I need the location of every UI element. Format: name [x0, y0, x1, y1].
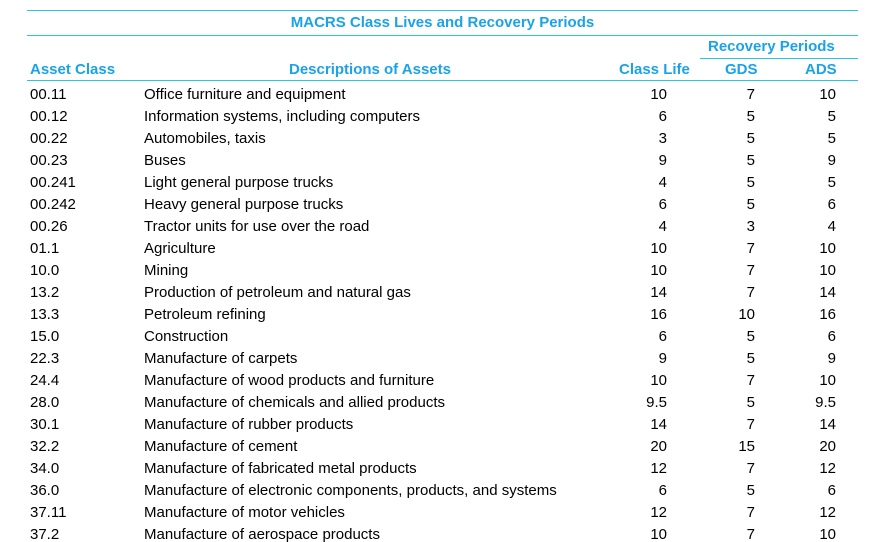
asset-class-cell: 30.1 — [30, 416, 60, 433]
class-life-cell: 10 — [650, 262, 667, 279]
class-life-cell: 10 — [650, 372, 667, 389]
class-life-header: Class Life — [619, 61, 690, 78]
description-cell: Manufacture of chemicals and allied products — [144, 394, 445, 411]
asset-class-cell: 32.2 — [30, 438, 60, 455]
recovery-periods-rule — [700, 58, 858, 59]
class-life-cell: 14 — [650, 416, 667, 433]
class-life-cell: 16 — [650, 306, 667, 323]
recovery-periods-header: Recovery Periods — [708, 38, 835, 55]
table-body — [0, 84, 870, 542]
asset-class-cell: 10.0 — [30, 262, 60, 279]
asset-class-cell: 00.26 — [30, 218, 68, 235]
description-cell: Manufacture of rubber products — [144, 416, 354, 433]
table-row — [0, 524, 870, 542]
table-row — [0, 172, 870, 194]
gds-cell: 5 — [746, 350, 755, 367]
table-title: MACRS Class Lives and Recovery Periods — [290, 14, 595, 31]
description-cell: Mining — [144, 262, 189, 279]
class-life-cell: 6 — [658, 196, 667, 213]
table-row — [0, 392, 870, 414]
gds-cell: 5 — [746, 328, 755, 345]
table-row — [0, 348, 870, 370]
asset-class-cell: 00.241 — [30, 174, 76, 191]
gds-cell: 5 — [746, 174, 755, 191]
asset-class-cell: 34.0 — [30, 460, 60, 477]
gds-cell: 7 — [746, 240, 755, 257]
description-cell: Heavy general purpose trucks — [144, 196, 344, 213]
table-row — [0, 370, 870, 392]
ads-cell: 14 — [819, 416, 836, 433]
class-life-cell: 20 — [650, 438, 667, 455]
ads-cell: 9 — [827, 152, 836, 169]
gds-cell: 3 — [746, 218, 755, 235]
description-cell: Manufacture of motor vehicles — [144, 504, 345, 521]
description-header: Descriptions of Assets — [289, 61, 451, 78]
gds-cell: 7 — [746, 416, 755, 433]
table-row — [0, 458, 870, 480]
table-row — [0, 414, 870, 436]
ads-cell: 5 — [827, 174, 836, 191]
gds-cell: 5 — [746, 482, 755, 499]
asset-class-cell: 37.11 — [30, 504, 67, 521]
asset-class-cell: 36.0 — [30, 482, 60, 499]
table-row — [0, 106, 870, 128]
ads-cell: 10 — [819, 86, 836, 103]
ads-cell: 6 — [827, 328, 836, 345]
asset-class-cell: 00.242 — [30, 196, 76, 213]
class-life-cell: 6 — [658, 108, 667, 125]
ads-cell: 5 — [827, 130, 836, 147]
gds-cell: 7 — [746, 504, 755, 521]
class-life-cell: 9 — [658, 350, 667, 367]
ads-header: ADS — [805, 61, 837, 78]
ads-cell: 10 — [819, 262, 836, 279]
description-cell: Tractor units for use over the road — [144, 218, 370, 235]
table-row — [0, 480, 870, 502]
asset-class-cell: 13.2 — [30, 284, 60, 301]
gds-cell: 7 — [746, 262, 755, 279]
gds-cell: 7 — [746, 460, 755, 477]
description-cell: Construction — [144, 328, 229, 345]
gds-cell: 5 — [746, 196, 755, 213]
description-cell: Buses — [144, 152, 186, 169]
description-cell: Petroleum refining — [144, 306, 266, 323]
table-row — [0, 128, 870, 150]
table-row — [0, 150, 870, 172]
asset-class-cell: 00.11 — [30, 86, 67, 103]
top-rule — [27, 10, 858, 11]
gds-cell: 5 — [746, 394, 755, 411]
ads-cell: 6 — [827, 482, 836, 499]
description-cell: Light general purpose trucks — [144, 174, 334, 191]
ads-cell: 20 — [819, 438, 836, 455]
table-row — [0, 326, 870, 348]
asset-class-cell: 01.1 — [30, 240, 60, 257]
ads-cell: 10 — [819, 240, 836, 257]
ads-cell: 16 — [819, 306, 836, 323]
class-life-cell: 10 — [650, 86, 667, 103]
ads-cell: 6 — [827, 196, 836, 213]
asset-class-cell: 22.3 — [30, 350, 60, 367]
class-life-cell: 4 — [658, 174, 667, 191]
ads-cell: 4 — [827, 218, 836, 235]
asset-class-cell: 00.23 — [30, 152, 68, 169]
ads-cell: 12 — [819, 460, 836, 477]
description-cell: Manufacture of aerospace products — [144, 526, 380, 542]
gds-cell: 7 — [746, 526, 755, 542]
asset-class-cell: 24.4 — [30, 372, 60, 389]
gds-cell: 7 — [746, 86, 755, 103]
ads-cell: 9.5 — [815, 394, 836, 411]
gds-cell: 5 — [746, 108, 755, 125]
class-life-cell: 14 — [650, 284, 667, 301]
ads-cell: 9 — [827, 350, 836, 367]
header-rule — [27, 80, 858, 81]
ads-cell: 5 — [827, 108, 836, 125]
description-cell: Agriculture — [144, 240, 216, 257]
asset-class-cell: 15.0 — [30, 328, 60, 345]
ads-cell: 10 — [819, 526, 836, 542]
gds-cell: 7 — [746, 284, 755, 301]
gds-cell: 5 — [746, 152, 755, 169]
description-cell: Office furniture and equipment — [144, 86, 346, 103]
class-life-cell: 10 — [650, 240, 667, 257]
class-life-cell: 10 — [650, 526, 667, 542]
class-life-cell: 6 — [658, 328, 667, 345]
asset-class-cell: 28.0 — [30, 394, 60, 411]
table-row — [0, 216, 870, 238]
description-cell: Manufacture of wood products and furniture — [144, 372, 435, 389]
gds-header: GDS — [725, 61, 758, 78]
table-row — [0, 84, 870, 106]
class-life-cell: 9.5 — [646, 394, 667, 411]
class-life-cell: 9 — [658, 152, 667, 169]
description-cell: Information systems, including computers — [144, 108, 420, 125]
ads-cell: 14 — [819, 284, 836, 301]
class-life-cell: 12 — [650, 460, 667, 477]
gds-cell: 7 — [746, 372, 755, 389]
description-cell: Manufacture of electronic components, products, and systems — [144, 482, 557, 499]
table-row — [0, 194, 870, 216]
class-life-cell: 12 — [650, 504, 667, 521]
table-row — [0, 260, 870, 282]
gds-cell: 5 — [746, 130, 755, 147]
table-row — [0, 304, 870, 326]
table-row — [0, 282, 870, 304]
title-rule — [27, 35, 858, 36]
asset-class-cell: 00.22 — [30, 130, 68, 147]
description-cell: Manufacture of fabricated metal products — [144, 460, 417, 477]
asset-class-cell: 37.2 — [30, 526, 60, 542]
class-life-cell: 6 — [658, 482, 667, 499]
gds-cell: 15 — [738, 438, 755, 455]
description-cell: Manufacture of carpets — [144, 350, 298, 367]
description-cell: Production of petroleum and natural gas — [144, 284, 411, 301]
description-cell: Manufacture of cement — [144, 438, 298, 455]
ads-cell: 12 — [819, 504, 836, 521]
class-life-cell: 3 — [658, 130, 667, 147]
gds-cell: 10 — [738, 306, 755, 323]
class-life-cell: 4 — [658, 218, 667, 235]
asset-class-cell: 13.3 — [30, 306, 60, 323]
table-row — [0, 238, 870, 260]
table-row — [0, 436, 870, 458]
asset-class-cell: 00.12 — [30, 108, 68, 125]
description-cell: Automobiles, taxis — [144, 130, 266, 147]
table-row — [0, 502, 870, 524]
asset-class-header: Asset Class — [30, 61, 116, 78]
ads-cell: 10 — [819, 372, 836, 389]
